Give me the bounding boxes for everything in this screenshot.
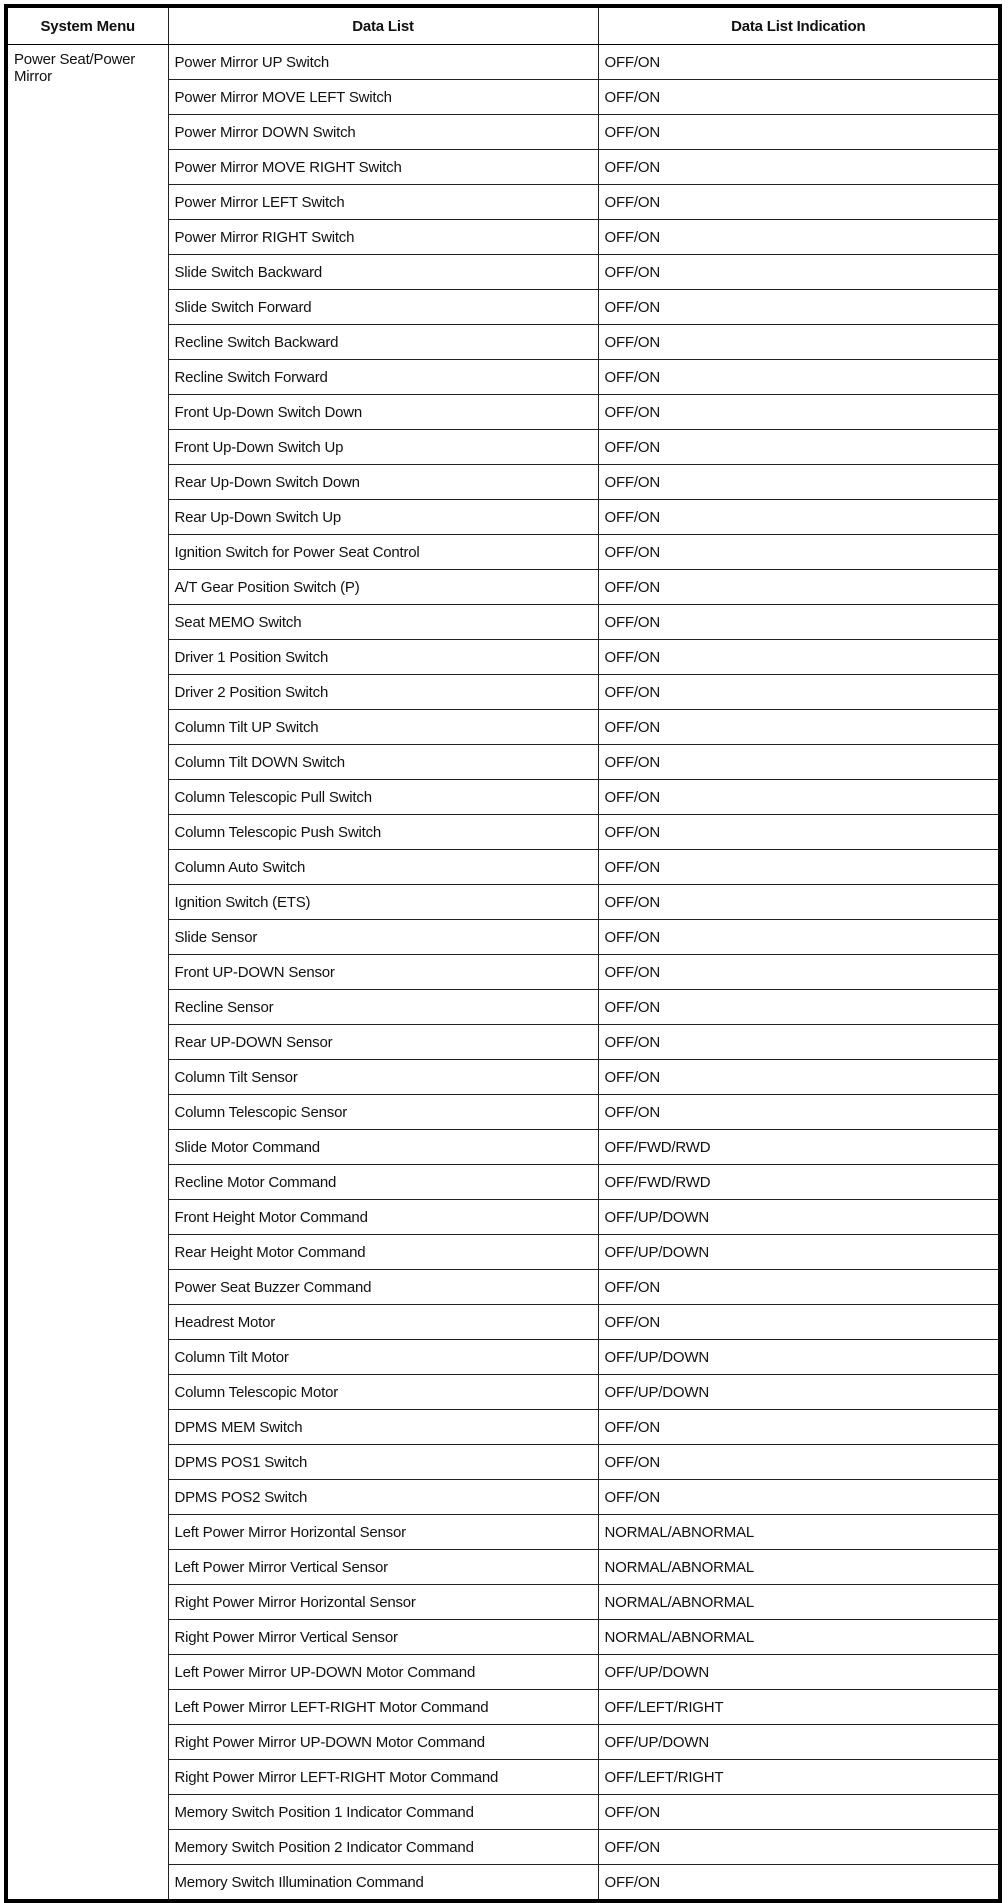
data-list-cell: Front UP-DOWN Sensor [168, 955, 598, 990]
indication-cell: OFF/ON [598, 885, 1000, 920]
indication-cell: OFF/ON [598, 605, 1000, 640]
data-list-cell: Memory Switch Illumination Command [168, 1865, 598, 1902]
indication-cell: OFF/ON [598, 780, 1000, 815]
data-list-cell: Rear Up-Down Switch Up [168, 500, 598, 535]
data-list-cell: Front Up-Down Switch Up [168, 430, 598, 465]
indication-cell: OFF/ON [598, 1865, 1000, 1902]
data-list-cell: Column Tilt UP Switch [168, 710, 598, 745]
data-list-cell: Power Mirror MOVE RIGHT Switch [168, 150, 598, 185]
indication-cell: OFF/ON [598, 360, 1000, 395]
indication-cell: OFF/ON [598, 990, 1000, 1025]
data-list-cell: Power Seat Buzzer Command [168, 1270, 598, 1305]
data-list-cell: Seat MEMO Switch [168, 605, 598, 640]
indication-cell: OFF/ON [598, 1025, 1000, 1060]
data-list-cell: Front Height Motor Command [168, 1200, 598, 1235]
indication-cell: OFF/ON [598, 745, 1000, 780]
indication-cell: OFF/ON [598, 640, 1000, 675]
data-list-cell: Rear UP-DOWN Sensor [168, 1025, 598, 1060]
table-row [6, 45, 1000, 80]
indication-cell: OFF/ON [598, 115, 1000, 150]
indication-cell: OFF/ON [598, 430, 1000, 465]
data-list-cell: Driver 2 Position Switch [168, 675, 598, 710]
indication-cell: OFF/ON [598, 150, 1000, 185]
data-list-cell: Power Mirror LEFT Switch [168, 185, 598, 220]
indication-cell: OFF/UP/DOWN [598, 1340, 1000, 1375]
data-list-cell: Recline Switch Backward [168, 325, 598, 360]
header-row [6, 6, 1000, 45]
indication-cell: OFF/ON [598, 955, 1000, 990]
indication-cell: NORMAL/ABNORMAL [598, 1515, 1000, 1550]
indication-cell: OFF/ON [598, 710, 1000, 745]
header-data-list: Data List [168, 6, 598, 45]
data-list-cell: DPMS POS1 Switch [168, 1445, 598, 1480]
indication-cell: OFF/ON [598, 920, 1000, 955]
data-list-cell: Left Power Mirror LEFT-RIGHT Motor Command [168, 1690, 598, 1725]
indication-cell: OFF/FWD/RWD [598, 1130, 1000, 1165]
indication-cell: OFF/ON [598, 675, 1000, 710]
data-list-cell: Power Mirror RIGHT Switch [168, 220, 598, 255]
data-list-cell: Ignition Switch for Power Seat Control [168, 535, 598, 570]
data-list-cell: Slide Switch Forward [168, 290, 598, 325]
data-list-cell: Power Mirror MOVE LEFT Switch [168, 80, 598, 115]
indication-cell: OFF/ON [598, 1830, 1000, 1865]
data-list-cell: Slide Sensor [168, 920, 598, 955]
indication-cell: OFF/ON [598, 1095, 1000, 1130]
data-list-cell: Headrest Motor [168, 1305, 598, 1340]
data-list-cell: DPMS POS2 Switch [168, 1480, 598, 1515]
indication-cell: OFF/ON [598, 1445, 1000, 1480]
indication-cell: OFF/ON [598, 185, 1000, 220]
data-list-cell: Column Tilt Sensor [168, 1060, 598, 1095]
indication-cell: OFF/ON [598, 570, 1000, 605]
indication-cell: NORMAL/ABNORMAL [598, 1585, 1000, 1620]
indication-cell: OFF/ON [598, 395, 1000, 430]
data-list-cell: Column Auto Switch [168, 850, 598, 885]
data-list-cell: Rear Up-Down Switch Down [168, 465, 598, 500]
indication-cell: NORMAL/ABNORMAL [598, 1620, 1000, 1655]
indication-cell: OFF/ON [598, 290, 1000, 325]
system-menu-cell: Power Seat/Power Mirror [6, 45, 168, 1902]
data-list-cell: Column Telescopic Sensor [168, 1095, 598, 1130]
data-list-cell: Memory Switch Position 1 Indicator Command [168, 1795, 598, 1830]
data-list-cell: Left Power Mirror Vertical Sensor [168, 1550, 598, 1585]
data-list-cell: Column Telescopic Motor [168, 1375, 598, 1410]
table-body [6, 45, 1000, 1902]
indication-cell: OFF/UP/DOWN [598, 1235, 1000, 1270]
indication-cell: OFF/ON [598, 1060, 1000, 1095]
indication-cell: OFF/ON [598, 500, 1000, 535]
indication-cell: OFF/UP/DOWN [598, 1375, 1000, 1410]
data-list-cell: Right Power Mirror Vertical Sensor [168, 1620, 598, 1655]
data-list-cell: Memory Switch Position 2 Indicator Command [168, 1830, 598, 1865]
indication-cell: OFF/ON [598, 1305, 1000, 1340]
indication-cell: OFF/ON [598, 815, 1000, 850]
data-list-cell: A/T Gear Position Switch (P) [168, 570, 598, 605]
data-list-cell: Right Power Mirror UP-DOWN Motor Command [168, 1725, 598, 1760]
data-list-cell: Slide Motor Command [168, 1130, 598, 1165]
indication-cell: OFF/UP/DOWN [598, 1725, 1000, 1760]
indication-cell: OFF/ON [598, 1795, 1000, 1830]
data-list-cell: Left Power Mirror Horizontal Sensor [168, 1515, 598, 1550]
indication-cell: OFF/UP/DOWN [598, 1200, 1000, 1235]
indication-cell: OFF/ON [598, 465, 1000, 500]
data-list-cell: Column Tilt Motor [168, 1340, 598, 1375]
indication-cell: OFF/ON [598, 535, 1000, 570]
data-list-cell: Column Tilt DOWN Switch [168, 745, 598, 780]
indication-cell: OFF/UP/DOWN [598, 1655, 1000, 1690]
indication-cell: OFF/ON [598, 45, 1000, 80]
data-list-cell: Column Telescopic Push Switch [168, 815, 598, 850]
indication-cell: OFF/LEFT/RIGHT [598, 1760, 1000, 1795]
indication-cell: OFF/ON [598, 80, 1000, 115]
indication-cell: OFF/ON [598, 1480, 1000, 1515]
indication-cell: OFF/LEFT/RIGHT [598, 1690, 1000, 1725]
indication-cell: OFF/FWD/RWD [598, 1165, 1000, 1200]
data-list-cell: Recline Switch Forward [168, 360, 598, 395]
data-list-cell: Rear Height Motor Command [168, 1235, 598, 1270]
data-list-cell: Ignition Switch (ETS) [168, 885, 598, 920]
indication-cell: OFF/ON [598, 850, 1000, 885]
data-list-cell: Recline Motor Command [168, 1165, 598, 1200]
indication-cell: OFF/ON [598, 1270, 1000, 1305]
indication-cell: NORMAL/ABNORMAL [598, 1550, 1000, 1585]
header-system-menu: System Menu [6, 6, 168, 45]
data-list-cell: Power Mirror DOWN Switch [168, 115, 598, 150]
indication-cell: OFF/ON [598, 1410, 1000, 1445]
data-list-cell: Driver 1 Position Switch [168, 640, 598, 675]
data-list-cell: Left Power Mirror UP-DOWN Motor Command [168, 1655, 598, 1690]
data-list-table [4, 4, 1002, 1903]
data-list-cell: Column Telescopic Pull Switch [168, 780, 598, 815]
data-list-cell: Recline Sensor [168, 990, 598, 1025]
header-indication: Data List Indication [598, 6, 1000, 45]
data-list-cell: Power Mirror UP Switch [168, 45, 598, 80]
data-list-cell: Right Power Mirror Horizontal Sensor [168, 1585, 598, 1620]
indication-cell: OFF/ON [598, 255, 1000, 290]
indication-cell: OFF/ON [598, 220, 1000, 255]
data-list-cell: Slide Switch Backward [168, 255, 598, 290]
data-list-cell: Right Power Mirror LEFT-RIGHT Motor Command [168, 1760, 598, 1795]
data-list-cell: DPMS MEM Switch [168, 1410, 598, 1445]
indication-cell: OFF/ON [598, 325, 1000, 360]
data-list-cell: Front Up-Down Switch Down [168, 395, 598, 430]
